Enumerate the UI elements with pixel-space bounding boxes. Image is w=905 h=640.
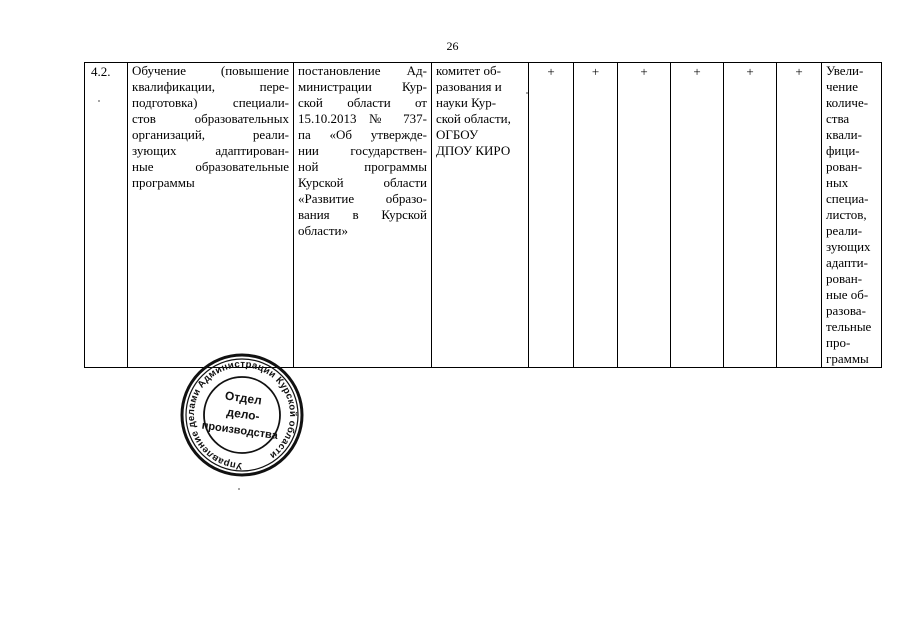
text-line: министрации Кур- [298,79,427,94]
program-table [84,62,882,368]
year-mark: + [640,64,648,79]
text-line: области» [298,223,348,238]
text-line: Обучение (повышение [132,63,289,78]
document-cell [294,63,432,368]
scan-speck [98,100,100,102]
text-line: подготовка) специали- [132,95,289,110]
text-line: «Развитие образо- [298,191,427,206]
text-line: ской области, [436,111,511,126]
text-line: комитет об- [436,63,501,78]
text-line: фици- [826,143,860,158]
text-line: па «Об утвержде- [298,127,427,142]
text-line: разова- [826,303,866,318]
text-line: стов образовательных [132,111,289,126]
year-mark-cell [618,63,671,368]
text-line: зующих адаптирован- [132,143,289,158]
page-number: 26 [446,39,459,53]
activity-text [128,63,293,191]
row-number: 4.2. [91,64,111,79]
stamp-center-line: дело- [225,404,261,424]
result-text [822,63,881,367]
text-line: про- [826,335,851,350]
executor-text [432,63,528,159]
row-number-cell [85,63,128,368]
year-mark: + [795,64,803,79]
executor-cell [432,63,529,368]
text-line: ные образовательные [132,159,289,174]
year-mark: + [547,64,555,79]
text-line: ОГБОУ [436,127,479,142]
text-line: науки Кур- [436,95,497,110]
year-mark-cell [724,63,777,368]
text-line: ства [826,111,850,126]
year-mark: + [693,64,701,79]
text-line: нии государствен- [298,143,427,158]
text-line: рован- [826,271,863,286]
text-line: зующих [826,239,871,254]
office-stamp [177,352,307,477]
text-line: граммы [826,351,869,366]
stamp-outer-text: Управление делами Администрации Курской области [185,358,299,472]
text-line: 15.10.2013 № 737- [298,111,427,126]
result-cell [822,63,882,368]
text-line: квалификации, пере- [132,79,289,94]
scan-speck [526,92,528,94]
year-mark-cell [529,63,574,368]
text-line: Курской области [298,175,427,190]
text-line: ДПОУ КИРО [436,143,511,158]
text-line: ных [826,175,849,190]
text-line: количе- [826,95,869,110]
text-line: ской области от [298,95,427,110]
text-line: программы [132,175,195,190]
year-mark-cell [777,63,822,368]
activity-cell [128,63,294,368]
stamp-center-line: Отдел [224,388,263,408]
year-mark-cell [671,63,724,368]
year-mark: + [591,64,600,79]
year-mark: + [746,64,754,79]
text-line: рован- [826,159,863,174]
text-line: Увели- [826,63,864,78]
text-line: ные об- [826,287,869,302]
text-line: квали- [826,127,862,142]
scan-speck [238,488,240,490]
year-mark-cell [574,63,618,368]
document-text [294,63,431,239]
text-line: реали- [826,223,863,238]
text-line: адапти- [826,255,868,270]
text-line: организаций, реали- [132,127,289,142]
text-line: чение [826,79,858,94]
text-line: специа- [826,191,869,206]
table-row [85,63,882,368]
text-line: тельные [826,319,872,334]
text-line: постановление Ад- [298,63,427,78]
text-line: ной программы [298,159,427,174]
text-line: вания в Курской [298,207,427,222]
text-line: листов, [826,207,867,222]
stamp-center-line: производства [201,419,279,443]
text-line: разования и [436,79,502,94]
